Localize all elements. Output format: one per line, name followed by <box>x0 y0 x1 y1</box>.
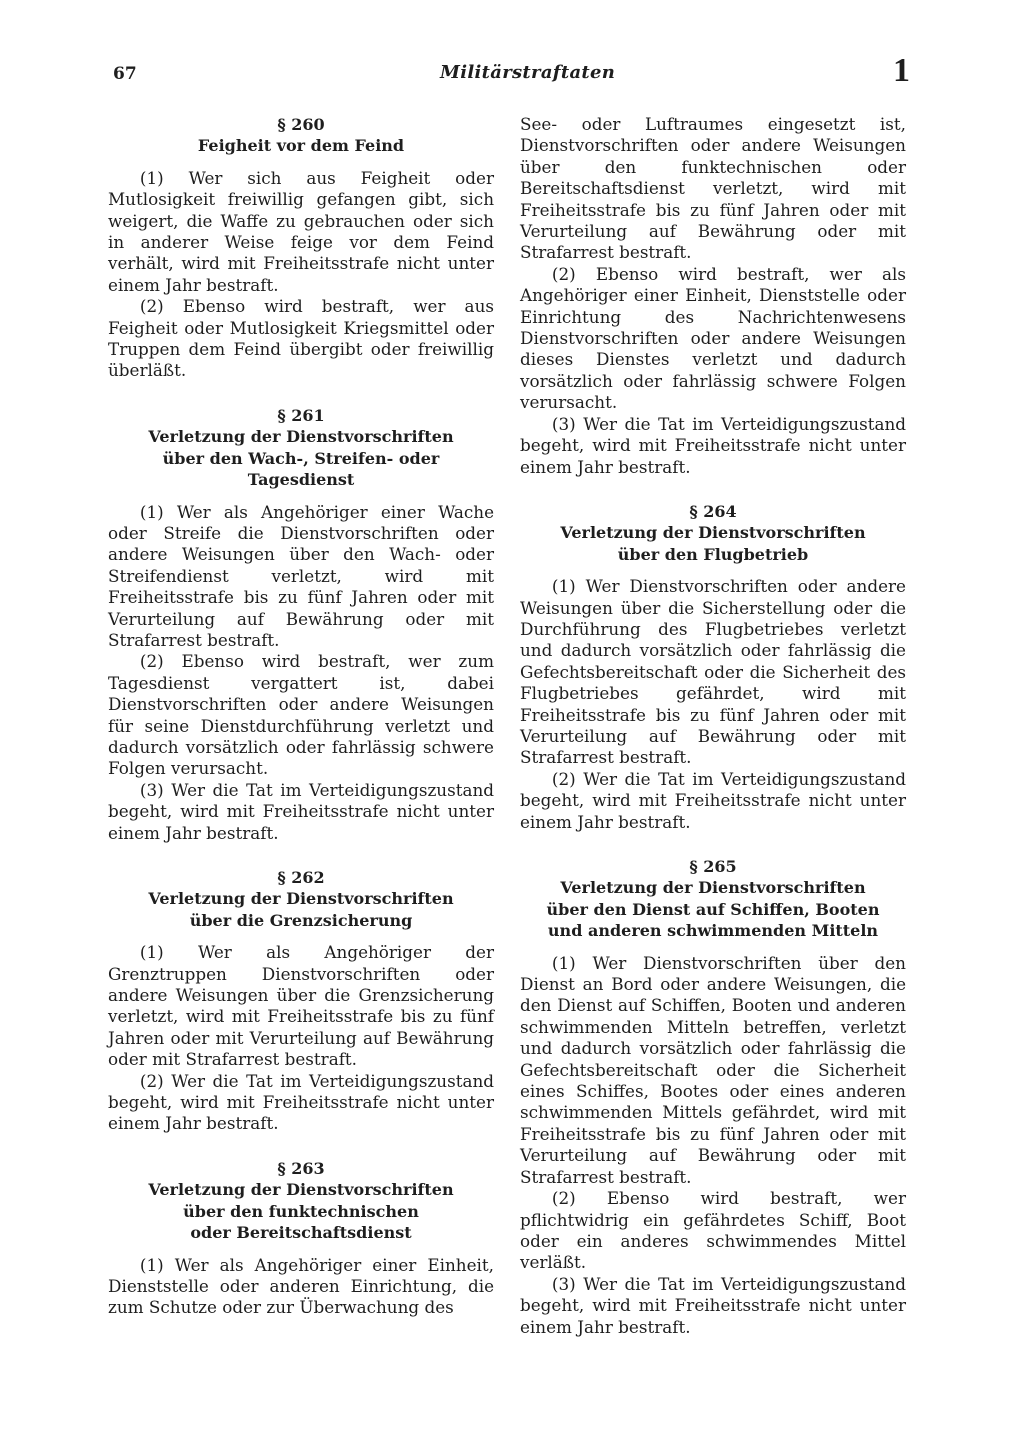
section-264 <box>520 501 906 833</box>
paragraph: (3) Wer die Tat im Verteidigungszustand begeht, wird mit Freiheitsstrafe nicht unter einem Jahr bestraft. <box>520 413 906 477</box>
paragraph: (2) Ebenso wird bestraft, wer zum Tagesdienst vergattert ist, dabei Dienstvorschriften oder andere Weisungen für seine Dienstdurchführung verletzt und dadurch vorsätzlich oder fahrlässig schwere Folgen verursacht. <box>108 651 494 779</box>
section-265 <box>520 856 906 1338</box>
section-title-line: über den Dienst auf Schiffen, Booten <box>546 899 880 919</box>
section-title-line: und anderen schwimmenden Mitteln <box>547 921 879 941</box>
section-title-line: über den Wach-, Streifen- oder Tagesdienst <box>162 448 440 490</box>
section-number: § 263 <box>277 1158 325 1178</box>
paragraph: (2) Ebenso wird bestraft, wer aus Feigheit oder Mutlosigkeit Kriegsmittel oder Truppen dem Feind übergibt oder freiwillig überläßt. <box>108 296 494 381</box>
section-title <box>520 877 906 941</box>
chapter-number: 1 <box>893 52 910 89</box>
left-column <box>108 114 494 1342</box>
section-title-line: über die Grenzsicherung <box>189 910 413 930</box>
section-title-line: Verletzung der Dienstvorschriften <box>148 1180 454 1200</box>
section-title-line: Feigheit vor dem Feind <box>197 136 405 156</box>
running-title: Militärstraftaten <box>440 62 616 83</box>
section-title-line: Verletzung der Dienstvorschriften <box>560 878 866 898</box>
paragraph: (1) Wer als Angehöriger einer Einheit, Dienststelle oder anderen Einrichtung, die zum Schutze oder zur Überwachung des <box>108 1254 494 1318</box>
section-title <box>108 426 494 490</box>
section-title <box>108 1179 494 1243</box>
paragraph: (1) Wer sich aus Feigheit oder Mutlosigkeit freiwillig gefangen gibt, sich weigert, die Waffe zu gebrauchen oder sich in anderer Weise feige vor dem Feind verhält, wird mit Freiheitsstrafe nicht unter einem Jahr bestraft. <box>108 167 494 295</box>
section-number: § 265 <box>689 857 737 876</box>
section-262 <box>108 867 494 1135</box>
page-header <box>0 52 1024 98</box>
paragraph: (2) Wer die Tat im Verteidigungszustand begeht, wird mit Freiheitsstrafe nicht unter einem Jahr bestraft. <box>520 768 906 832</box>
paragraph: (1) Wer Dienstvorschriften oder andere Weisungen über die Sicherstellung oder die Durchführung des Flugbetriebes verletzt und dadurch vorsätzlich oder fahrlässig die Gefechtsbereitschaft oder die Sicherheit des Flugbetriebes gefährdet, wird mit Freiheitsstrafe bis zu fünf Jahren oder mit Verurteilung auf Bewährung oder mit Strafarrest bestraft. <box>520 576 906 768</box>
right-column <box>520 114 906 1361</box>
section-number: § 262 <box>277 868 325 887</box>
paragraph: (1) Wer als Angehöriger einer Wache oder Streife die Dienstvorschriften oder andere Weisungen über den Wach- oder Streifendienst verletzt, wird mit Freiheitsstrafe bis zu fünf Jahren oder mit Verurteilung auf Bewährung oder mit Strafarrest bestraft. <box>108 501 494 650</box>
section-title-line: oder Bereitschaftsdienst <box>190 1223 412 1243</box>
paragraph-continued: See- oder Luftraumes eingesetzt ist, Dienstvorschriften oder andere Weisungen über den funktechnischen oder Bereitschaftsdienst verletzt, wird mit Freiheitsstrafe bis zu fünf Jahren oder mit Verurteilung auf Bewährung oder mit Strafarrest bestraft. <box>520 114 906 263</box>
section-title-line: über den Flugbetrieb <box>617 544 809 564</box>
section-title <box>108 888 494 931</box>
paragraph: (2) Wer die Tat im Verteidigungszustand begeht, wird mit Freiheitsstrafe nicht unter einem Jahr bestraft. <box>108 1070 494 1134</box>
paragraph: (1) Wer als Angehöriger der Grenztruppen Dienstvorschriften oder andere Weisungen über die Grenzsicherung verletzt, wird mit Freiheitsstrafe bis zu fünf Jahren oder mit Verurteilung auf Bewährung oder mit Strafarrest bestraft. <box>108 942 494 1070</box>
section-260 <box>108 114 494 382</box>
paragraph: (3) Wer die Tat im Verteidigungszustand begeht, wird mit Freiheitsstrafe nicht unter einem Jahr bestraft. <box>108 779 494 843</box>
section-title-line: Verletzung der Dienstvorschriften <box>148 427 454 447</box>
page-number: 67 <box>113 64 137 84</box>
section-title-line: über den funktechnischen <box>183 1201 419 1221</box>
paragraph: (2) Ebenso wird bestraft, wer pflichtwidrig ein gefährdetes Schiff, Boot oder ein anderes schwimmendes Mittel verläßt. <box>520 1188 906 1273</box>
section-number: § 260 <box>277 115 325 134</box>
section-261 <box>108 405 494 844</box>
section-263 <box>108 1158 494 1319</box>
paragraph: (2) Ebenso wird bestraft, wer als Angehöriger einer Einheit, Dienststelle oder Einrichtung des Nachrichtenwesens Dienstvorschriften oder andere Weisungen dieses Dienstes verletzt und dadurch vorsätzlich oder fahrlässig schwere Folgen verursacht. <box>520 263 906 413</box>
section-263-continued <box>520 114 906 478</box>
section-title-line: Verletzung der Dienstvorschriften <box>560 523 866 543</box>
paragraph: (3) Wer die Tat im Verteidigungszustand begeht, wird mit Freiheitsstrafe nicht unter einem Jahr bestraft. <box>520 1273 906 1337</box>
section-title <box>520 522 906 565</box>
section-title <box>108 135 494 156</box>
paragraph: (1) Wer Dienstvorschriften über den Dienst an Bord oder andere Weisungen, die den Dienst auf Schiffen, Booten und anderen schwimmenden Mitteln betreffen, verletzt und dadurch vorsätzlich oder fahrlässig die Gefechtsbereitschaft oder die Sicherheit eines Schiffes, Bootes oder eines anderen schwimmenden Mittels gefährdet, wird mit Freiheitsstrafe bis zu fünf Jahren oder mit Verurteilung auf Bewährung oder mit Strafarrest bestraft. <box>520 952 906 1187</box>
section-title-line: Verletzung der Dienstvorschriften <box>148 889 454 909</box>
section-number: § 261 <box>277 405 325 425</box>
section-number: § 264 <box>689 501 737 521</box>
